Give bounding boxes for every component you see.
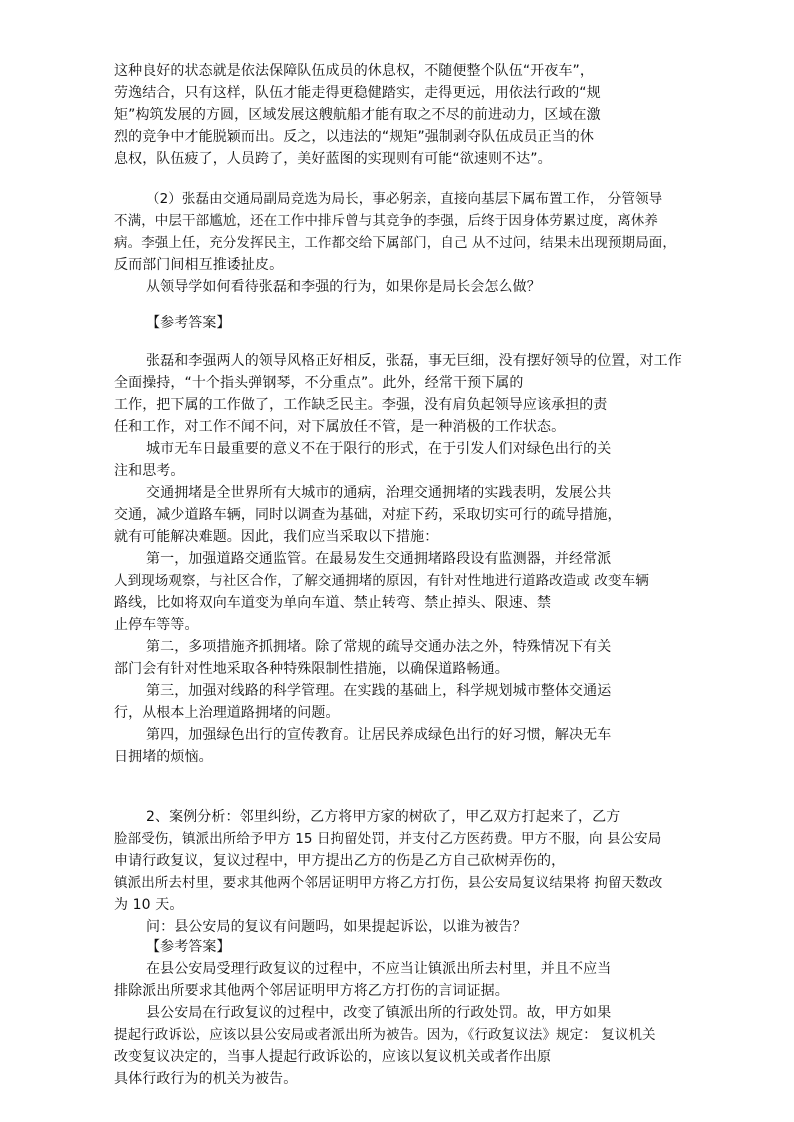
text-line: 人到现场观察，与社区合作，了解交通拥堵的原因，有针对性地进行道路改造或 改变车辆 xyxy=(114,573,649,589)
text-line: 行，从根本上治理道路拥堵的问题。 xyxy=(114,705,340,721)
text-line: 第二，多项措施齐抓拥堵。除了常规的疏导交通办法之外，特殊情况下有关 xyxy=(146,639,612,655)
text-line: 张磊和李强两人的领导风格正好相反，张磊，事无巨细，没有摆好领导的位置，对工作 xyxy=(146,353,682,369)
text-line: 排除派出所要求其他两个邻居证明甲方将乙方打伤的言词证据。 xyxy=(114,983,509,999)
section-heading: 【参考答案】 xyxy=(146,315,231,331)
text-line: 第一，加强道路交通监管。在最易发生交通拥堵路段设有监测器，并经常派 xyxy=(146,551,612,567)
section-heading: 【参考答案】 xyxy=(146,939,231,955)
text-line: 第四，加强绿色出行的宣传教育。让居民养成绿色出行的好习惯，解决无车 xyxy=(146,727,612,743)
text-line: 提起行政诉讼，应该以县公安局或者派出所为被告。因为，《行政复议法》规定： 复议机关 xyxy=(114,1027,656,1043)
text-line: 工作，把下属的工作做了，工作缺乏民主。李强，没有肩负起领导应该承担的责 xyxy=(114,397,608,413)
text-line: 息权，队伍疲了，人员跨了，美好蓝图的实现则有可能“欲速则不达”。 xyxy=(114,151,552,167)
text-line: 交通拥堵是全世界所有大城市的通病，治理交通拥堵的实践表明，发展公共 xyxy=(146,485,612,501)
text-line: 在县公安局受理行政复议的过程中，不应当让镇派出所去村里，并且不应当 xyxy=(146,961,612,977)
text-line: 为 10 天。 xyxy=(114,897,184,913)
text-line: 申请行政复议，复议过程中，甲方提出乙方的伤是乙方自己砍树弄伤的， xyxy=(114,853,566,869)
text-line: 部门会有针对性地采取各种特殊限制性措施，以确保道路畅通。 xyxy=(114,661,509,677)
text-line: 止停车等等。 xyxy=(114,617,199,633)
text-line: 任和工作，对工作不闻不问，对下属放任不管，是一种消极的工作状态。 xyxy=(114,419,566,435)
text-line: 这种良好的状态就是依法保障队伍成员的休息权，不随便整个队伍“开夜车”， xyxy=(114,63,595,79)
text-line: 日拥堵的烦恼。 xyxy=(114,749,213,765)
text-line: 就有可能解决难题。因此，我们应当采取以下措施： xyxy=(114,529,439,545)
text-line: 烈的竞争中才能脱颖而出。反之，以违法的“规矩”强制剥夺队伍成员正当的休 xyxy=(114,129,595,145)
text-line: 脸部受伤，镇派出所给予甲方 15 日拘留处罚，并支付乙方医药费。甲方不服，向 县公安局 xyxy=(114,831,662,847)
text-line: 矩”构筑发展的方圆，区域发展这艘航船才能有取之不尽的前进动力，区域在激 xyxy=(114,107,601,123)
text-line: 城市无车日最重要的意义不在于限行的形式，在于引发人们对绿色出行的关 xyxy=(146,441,612,457)
text-line: 劳逸结合，只有这样，队伍才能走得更稳健踏实，走得更远，用依法行政的“规 xyxy=(114,85,601,101)
text-line: 县公安局在行政复议的过程中，改变了镇派出所的行政处罚。故，甲方如果 xyxy=(146,1005,612,1021)
text-line: 交通，减少道路车辆，同时以调查为基础，对症下药，采取切实可行的疏导措施， xyxy=(114,507,622,523)
text-line: 路线，比如将双向车道变为单向车道、禁止转弯、禁止掉头、限速、禁 xyxy=(114,595,552,611)
text-line: 镇派出所去村里，要求其他两个邻居证明甲方将乙方打伤，县公安局复议结果将 拘留天数改 xyxy=(114,875,663,891)
text-line: 具体行政行为的机关为被告。 xyxy=(114,1071,298,1087)
case-title-line: 2、案例分析：邻里纠纷，乙方将甲方家的树砍了，甲乙双方打起来了，乙方 xyxy=(146,809,621,825)
question-line: 问：县公安局的复议有问题吗，如果提起诉讼，以谁为被告？ xyxy=(146,919,527,935)
text-line: 全面操持，“十个指头弹钢琴，不分重点”。此外，经常干预下属的 xyxy=(114,375,524,391)
text-line: 反而部门间相互推诿扯皮。 xyxy=(114,257,284,273)
text-line: 病。李强上任，充分发挥民主，工作都交给下属部门，自己 从不过问，结果未出现预期局面， xyxy=(114,235,676,251)
text-line: 改变复议决定的，当事人提起行政诉讼的，应该以复议机关或者作出原 xyxy=(114,1049,552,1065)
question-line: 从领导学如何看待张磊和李强的行为，如果你是局长会怎么做？ xyxy=(146,279,541,295)
text-line: 注和思考。 xyxy=(114,463,185,479)
text-line: 第三，加强对线路的科学管理。在实践的基础上，科学规划城市整体交通运 xyxy=(146,683,612,699)
text-line: （2）张磊由交通局副局竞选为局长，事必躬亲，直接向基层下属布置工作， 分管领导 xyxy=(146,191,663,207)
text-line: 不满，中层干部尴尬，还在工作中排斥曾与其竞争的李强，后终于因身体劳累过度，离休养 xyxy=(114,213,658,229)
